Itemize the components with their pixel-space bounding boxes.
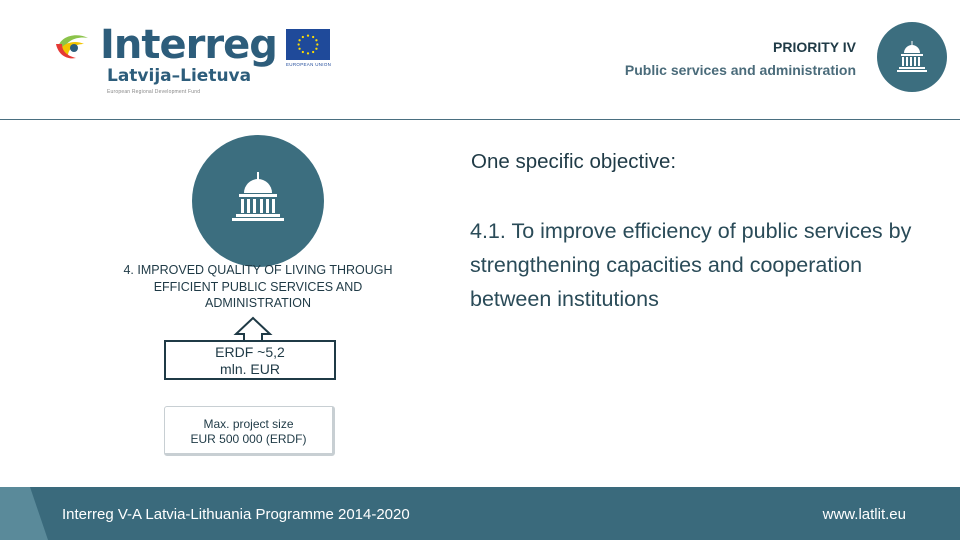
eu-label: EUROPEAN UNION bbox=[286, 62, 332, 67]
logo-tagline: European Regional Development Fund bbox=[107, 89, 201, 95]
priority-subtitle: Public services and administration bbox=[624, 62, 856, 78]
header-divider bbox=[0, 119, 960, 120]
max-project-size-box bbox=[164, 406, 335, 456]
objective-text: 4.1. To improve efficiency of public services by strengthening capacities and cooperation between institutions bbox=[470, 219, 912, 311]
interreg-logo bbox=[52, 24, 342, 99]
footer-accent-shape bbox=[0, 487, 48, 540]
logo-wordmark: Interreg bbox=[100, 22, 277, 68]
priority-title: PRIORITY IV bbox=[773, 39, 856, 55]
objective-heading: One specific objective: bbox=[471, 150, 677, 173]
eu-flag-icon bbox=[286, 29, 330, 60]
priority-caption: 4. IMPROVED QUALITY OF LIVING THROUGH EFFICIENT PUBLIC SERVICES AND ADMINISTRATION bbox=[123, 263, 393, 310]
government-building-icon bbox=[877, 22, 947, 92]
footer-url-link[interactable]: www.latlit.eu bbox=[822, 506, 906, 523]
erdf-budget-line1: ERDF ~5,2 bbox=[215, 344, 285, 360]
interreg-swirl-icon bbox=[54, 30, 94, 62]
logo-subtitle: Latvija–Lietuva bbox=[107, 66, 252, 86]
erdf-budget-box bbox=[164, 340, 336, 380]
government-building-icon bbox=[192, 135, 324, 267]
footer-programme: Interreg V-A Latvia-Lithuania Programme 2014-2020 bbox=[62, 506, 410, 523]
project-size-line2: EUR 500 000 (ERDF) bbox=[190, 432, 307, 446]
erdf-budget-line2: mln. EUR bbox=[220, 361, 280, 377]
project-size-line1: Max. project size bbox=[203, 417, 294, 431]
